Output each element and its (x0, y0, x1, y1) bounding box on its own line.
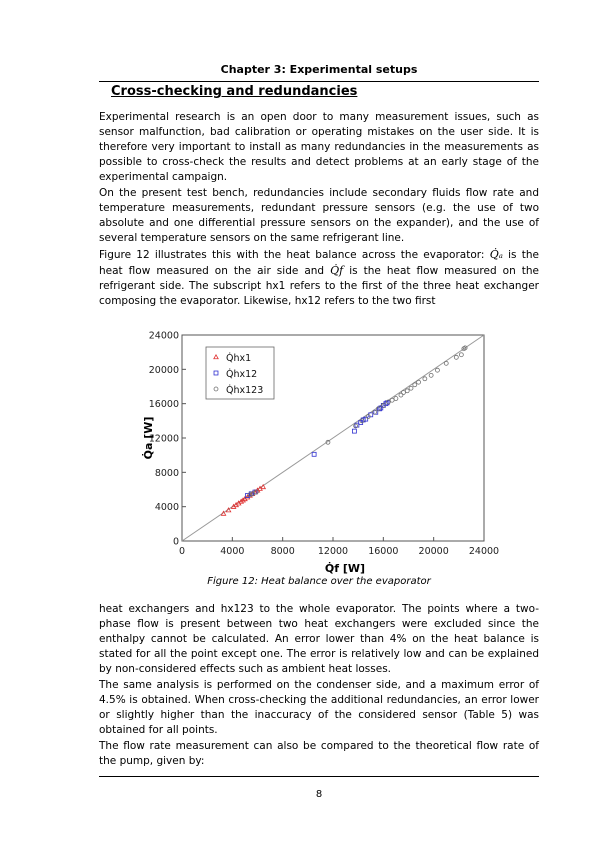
y-tick-label: 12000 (148, 433, 179, 445)
data-point-series-3 (373, 410, 377, 414)
x-tick-label: 8000 (270, 546, 295, 557)
data-point-series-3 (454, 355, 458, 359)
data-point-series-3 (435, 368, 439, 372)
paragraph-3-part-3: is the heat flow measured on the refrigerant side. The subscript hx1 refers to the first of the three heat exchanger composing the evaporator. Likewise, hx12 refers to the two first (99, 265, 539, 307)
data-point-series-3 (405, 389, 409, 393)
data-point-series-3 (444, 361, 448, 365)
y-tick-label: 4000 (154, 502, 179, 514)
paragraph-3-part-2: is the heat flow measured on the air side and (99, 249, 540, 277)
data-point-series-3 (459, 353, 463, 357)
paragraph-4: heat exchangers and hx123 to the whole evaporator. The points where a two-phase flow is present between two heat exchangers were excluded since the enthalpy cannot be calculated. An error lower than 4% on the heat balance is stated for all the point except one. The error is relatively low and can be explained by non-considered effects such as ambient heat losses. (99, 603, 539, 675)
y-axis-label: Q̇a [W] (142, 416, 155, 460)
paragraph-1: Experimental research is an open door to many measurement issues, such as sensor malfunction, bad calibration or operating mistakes on the user side. It is therefore very important to install as many redundancies in the measurements as possible to cross-check the results and detect problems at an early stage of the experimental campaign. (99, 111, 539, 183)
x-axis-label: Q̇f [W] (324, 562, 366, 575)
data-point-series-3 (394, 397, 398, 401)
data-point-series-2 (312, 452, 316, 456)
footer-rule (99, 776, 539, 777)
paragraph-3 (99, 247, 539, 309)
data-point-series-1 (261, 485, 265, 489)
paragraph-5: The same analysis is performed on the condenser side, and a maximum error of 4.5% is obtained. When cross-checking the additional redundancies, an error lower or slightly higher than the inaccuracy of the considered sensor (Table 5) was obtained for all points. (99, 679, 539, 736)
legend-label-3: Q̇hx123 (226, 385, 264, 396)
heat-balance-chart (130, 325, 500, 575)
paragraph-6: The flow rate measurement can also be compared to the theoretical flow rate of the pump, given by: (99, 740, 539, 767)
data-point-series-3 (429, 373, 433, 377)
x-tick-label: 24000 (468, 546, 500, 557)
data-point-series-3 (409, 386, 413, 390)
page-number: 8 (315, 789, 323, 800)
y-tick-label: 24000 (148, 330, 179, 342)
paragraph-2: On the present test bench, redundancies include secondary fluids flow rate and temperature measurements, redundant pressure sensors (e.g. the use of two absolute and one differential pressure sensors on the expander), and the use of several temperature sensors on the same refrigerant line. (99, 187, 539, 244)
x-tick-label: 0 (178, 546, 186, 557)
figure-caption: Figure 12: Heat balance over the evaporator (207, 576, 431, 587)
data-point-series-3 (423, 377, 427, 381)
y-tick-label: 8000 (154, 467, 179, 479)
data-point-series-3 (413, 383, 417, 387)
symbol-q-refrigerant: Q̇f (330, 264, 344, 277)
y-tick-label: 20000 (148, 364, 179, 376)
chapter-header: Chapter 3: Experimental setups (220, 63, 418, 76)
data-point-series-3 (401, 391, 405, 395)
x-tick-label: 16000 (368, 546, 399, 557)
symbol-q-air: Q̇ₐ (489, 248, 503, 261)
y-tick-label: 16000 (148, 399, 179, 411)
x-tick-label: 20000 (418, 546, 449, 557)
x-tick-label: 12000 (317, 546, 349, 557)
paragraph-3-part-1: Figure 12 illustrates this with the heat balance across the evaporator: (99, 249, 485, 261)
data-point-series-2 (352, 429, 356, 433)
data-point-series-3 (417, 380, 421, 384)
y-tick-label: 0 (172, 536, 179, 548)
data-point-series-3 (390, 398, 394, 402)
legend-label-2: Q̇hx12 (226, 369, 258, 380)
header-rule (99, 81, 539, 82)
legend-label-1: Q̇hx1 (226, 353, 252, 364)
section-title: Cross-checking and redundancies (111, 84, 358, 99)
x-tick-label: 4000 (220, 546, 245, 557)
